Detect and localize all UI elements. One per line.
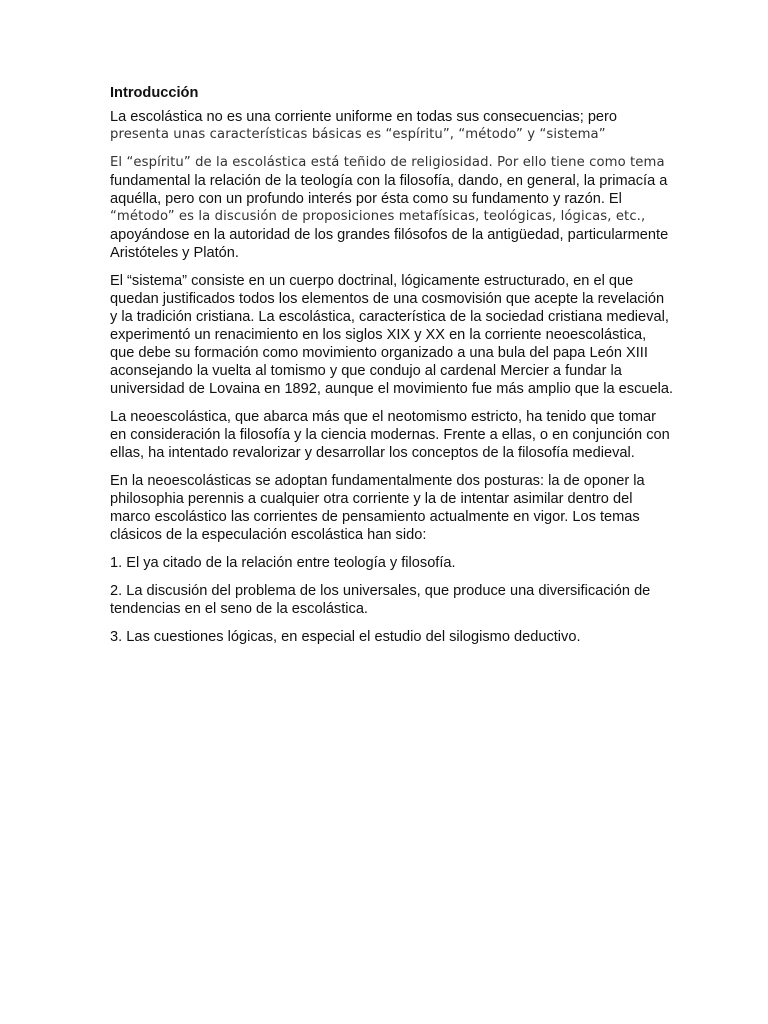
- text-line: La escolástica no es una corriente uniforme en todas sus consecuencias; pero: [110, 109, 618, 125]
- section-heading: Introducción: [110, 85, 199, 101]
- text-line: 2. La discusión del problema de los universales, que produce una diversificación de: [110, 583, 651, 599]
- paragraph-intro: [110, 108, 658, 144]
- text-line: presenta unas características básicas es “espíritu”, “método” y “sistema”: [110, 127, 606, 142]
- paragraph-sistema: [110, 272, 674, 398]
- text-line: que debe su formación como movimiento organizado a una bula del papa León XIII: [110, 345, 648, 361]
- text-line: El “sistema” consiste en un cuerpo doctrinal, lógicamente estructurado, en el que: [110, 273, 634, 289]
- paragraph-neoescolastica: [110, 408, 670, 462]
- text-line: En la neoescolásticas se adoptan fundamentalmente dos posturas: la de oponer la: [110, 473, 645, 489]
- text-line: El “espíritu” de la escolástica está teñido de religiosidad. Por ello tiene como tema: [110, 155, 665, 170]
- text-line: 1. El ya citado de la relación entre teología y filosofía.: [110, 555, 456, 571]
- paragraph-espiritu: [110, 154, 669, 262]
- text-line: 3. Las cuestiones lógicas, en especial el estudio del silogismo deductivo.: [110, 629, 581, 645]
- text-line: clásicos de la especulación escolástica han sido:: [110, 527, 427, 543]
- text-line: experimentó un renacimiento en los siglos XIX y XX en la corriente neoescolástica,: [110, 327, 647, 343]
- text-line: y la tradición cristiana. La escolástica, característica de la sociedad cristiana medieval,: [110, 309, 669, 325]
- text-line: apoyándose en la autoridad de los grandes filósofos de la antigüedad, particularmente: [110, 227, 669, 243]
- list-item-2: [110, 582, 658, 618]
- text-line: quedan justificados todos los elementos de una cosmovisión que acepte la revelación: [110, 291, 665, 307]
- text-line: Aristóteles y Platón.: [110, 245, 239, 261]
- list-item-1: [110, 554, 658, 572]
- text-line: aconsejando la vuelta al tomismo y que condujo al cardenal Mercier a fundar la: [110, 363, 622, 379]
- text-line: aquélla, pero con un profundo interés por ésta como su fundamento y razón. El: [110, 191, 622, 207]
- text-line: tendencias en el seno de la escolástica.: [110, 601, 368, 617]
- text-line: fundamental la relación de la teología con la filosofía, dando, en general, la primacía a: [110, 173, 668, 189]
- text-line: La neoescolástica, que abarca más que el neotomismo estricto, ha tenido que tomar: [110, 409, 656, 425]
- text-line: en consideración la filosofía y la ciencia modernas. Frente a ellas, o en conjunción con: [110, 427, 670, 443]
- text-line: universidad de Lovaina en 1892, aunque el movimiento fue más amplio que la escuela.: [110, 381, 674, 397]
- list-item-3: [110, 628, 658, 646]
- text-line: ellas, ha intentado revalorizar y desarrollar los conceptos de la filosofía medieval.: [110, 445, 635, 461]
- paragraph-posturas: [110, 472, 658, 544]
- text-line: philosophia perennis a cualquier otra corriente y la de intentar asimilar dentro del: [110, 491, 633, 507]
- document-body: [110, 84, 674, 656]
- text-line: “método” es la discusión de proposiciones metafísicas, teológicas, lógicas, etc.,: [110, 209, 646, 224]
- text-line: marco escolástico las corrientes de pensamiento actualmente en vigor. Los temas: [110, 509, 640, 525]
